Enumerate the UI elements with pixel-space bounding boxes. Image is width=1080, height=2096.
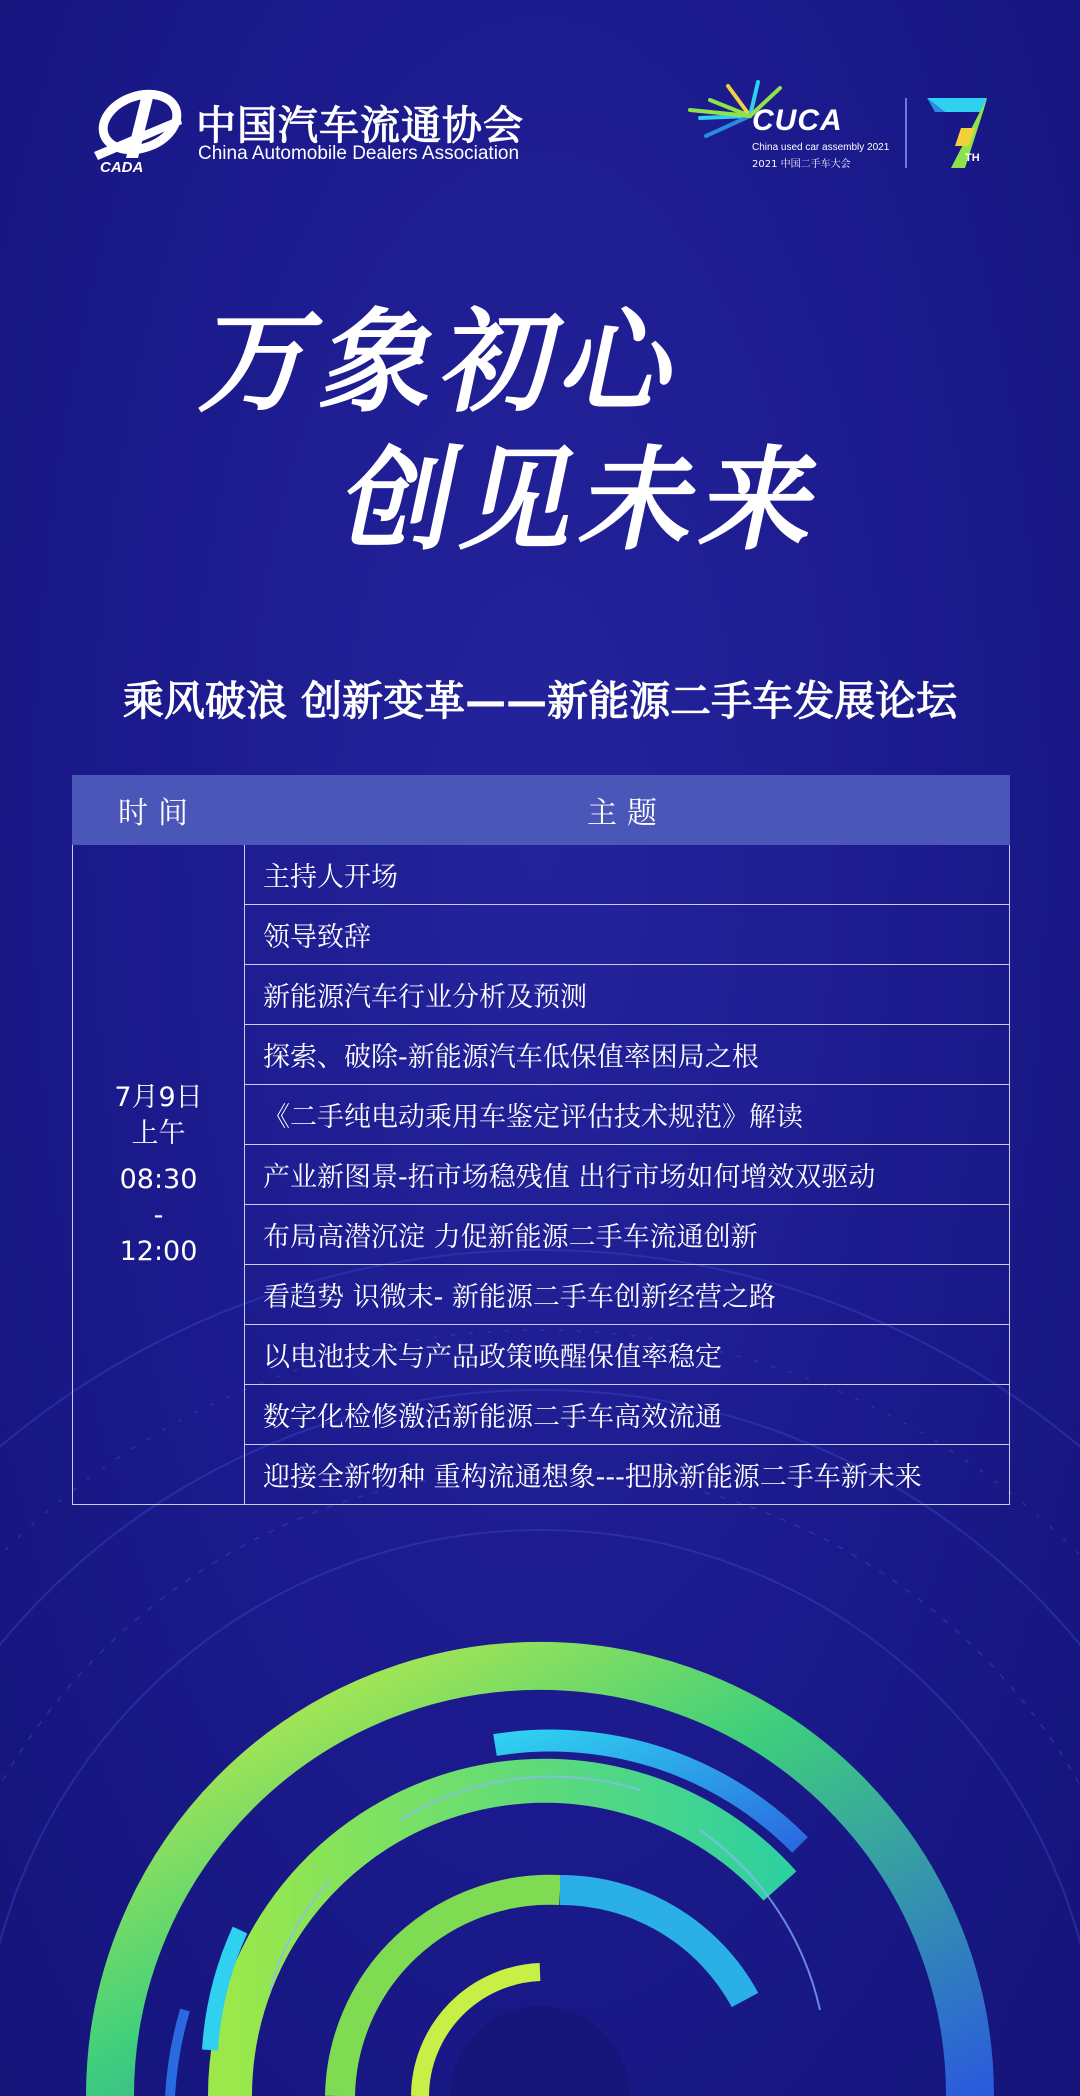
topic-row: 产业新图景-拓市场稳残值 出行市场如何增效双驱动: [245, 1145, 1009, 1205]
slogan-line-2: 创见未来: [331, 436, 839, 566]
time-cell: [73, 845, 245, 1504]
cuca-subtitle-zh: 2021 中国二手车大会: [752, 159, 851, 170]
topic-row: 探索、破除-新能源汽车低保值率困局之根: [245, 1025, 1009, 1085]
topic-row: 布局高潜沉淀 力促新能源二手车流通创新: [245, 1205, 1009, 1265]
topic-row: 看趋势 识微末- 新能源二手车创新经营之路: [245, 1265, 1009, 1325]
edition-number: 7: [925, 94, 926, 95]
topic-row: 迎接全新物种 重构流通想象---把脉新能源二手车新未来: [263, 1462, 922, 1493]
header-time: 时间: [118, 796, 198, 831]
cada-logo-text: CADA: [100, 159, 144, 174]
association-name-en: China Automobile Dealers Association: [198, 143, 520, 164]
forum-title: 乘风破浪 创新变革——新能源二手车发展论坛: [122, 677, 958, 725]
header-topic: 主题: [587, 796, 667, 831]
session-period: 上午: [131, 1117, 186, 1149]
topic-row: 《二手纯电动乘用车鉴定评估技术规范》解读: [245, 1085, 1009, 1145]
header: [0, 0, 1080, 200]
session-date: 7月9日: [114, 1081, 203, 1113]
topic-row: 数字化检修激活新能源二手车高效流通: [245, 1385, 1009, 1445]
topic-row: 以电池技术与产品政策唤醒保值率稳定: [245, 1325, 1009, 1385]
topic-row: 主持人开场: [245, 845, 1009, 905]
association-name-zh: 中国汽车流通协会: [196, 103, 524, 149]
cada-logo-icon: [88, 88, 188, 174]
slogan-line-1: 万象初心: [191, 298, 699, 428]
topic-row: 新能源汽车行业分析及预测: [245, 965, 1009, 1025]
edition-suffix: TH: [965, 152, 980, 164]
cuca-wordmark: CUCA: [752, 104, 843, 137]
agenda-body: [72, 845, 1010, 1505]
session-end: 12:00: [119, 1235, 198, 1267]
header-divider: [905, 98, 907, 168]
topic-row: 领导致辞: [245, 905, 1009, 965]
session-start: 08:30: [119, 1163, 198, 1195]
cuca-subtitle-en: China used car assembly 2021: [752, 142, 890, 153]
agenda-header-row: [72, 775, 1010, 845]
seventh-edition-logo-icon: [925, 94, 995, 170]
topic-list: [245, 845, 1009, 1504]
session-separator: -: [153, 1199, 164, 1231]
agenda-table: [72, 775, 1010, 1505]
